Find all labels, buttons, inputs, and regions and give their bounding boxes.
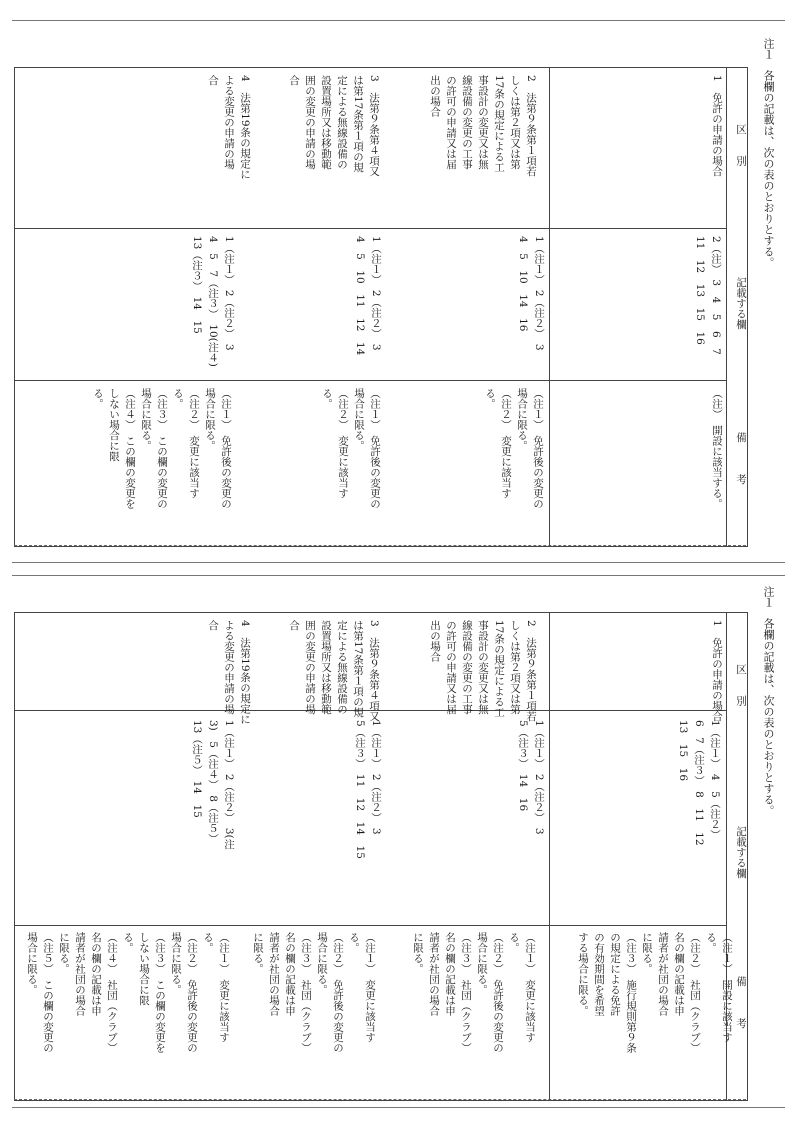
bottom-table-section [0, 564, 797, 1128]
table-row-remarks: （注１） 免許後の変更の 場合に限る。 （注２） 変更に該当す る。 （注３） この欄の変更の 場合に限る。 （注４） この欄の変更を しない場合に限 る。 [92, 388, 232, 509]
table-row-category: 4 法第19条の規定に よる変更の申請の場 合 [207, 75, 251, 180]
table-row-remarks: （注１） 変更に該当す る。 （注２） 免許後の変更の 場合に限る。 （注３） 社団（クラブ） 名の欄の記載は申 請者が社団の場合 に限る。 [252, 932, 376, 1053]
table-row-remarks: （注１） 変更に該当す る。 （注２） 免許後の変更の 場合に限る。 （注３） この欄の変更を しない場合に限 る。 （注４） 社団（クラブ） 名の欄の記載は申 請者が社団の場合 に限る。 （注５） この欄の変更の 場合に限る。 [26, 932, 230, 1053]
table-row-remarks: （注） 開設に該当する。 [711, 388, 723, 509]
table-row-fields: 1（注１） 2（注２） 3 4 5 7（注３） 10(注４) 13（注３） 14 15 [191, 236, 235, 367]
note-label: 注１ [762, 38, 775, 60]
table-row-category: 3 法第９条第４項又 は第17条第１項の規 定による無線設備の 設置場所又は移動範 囲の変更の申請の場 合 [288, 75, 380, 177]
note-text: 各欄の記載は、次の表のとおりとする。 [762, 618, 775, 816]
table-row-category: 4 法第19条の規定に よる変更の申請の場 合 [207, 620, 251, 725]
table-row-remarks: （注１） 変更に該当す る。 （注２） 免許後の変更の 場合に限る。 （注３） 社団（クラブ） 名の欄の記載は申 請者が社団の場合 に限る。 [412, 932, 536, 1053]
note-text: 各欄の記載は、次の表のとおりとする。 [762, 70, 775, 268]
header-remarks: 備 考 [735, 976, 747, 1029]
table-row-fields: 1（注１） 2（注２） 3 4 5 10 11 12 14 [354, 236, 382, 356]
table-row-category: 2 法第９条第１項若 しくは第２項又は第 17条の規定による工 事設計の変更又は無 線設備の変更の工事 の許可の申請又は届 出の場合 [429, 620, 537, 722]
table-row-fields: 1（注１） 2（注２） 3 4 5 10 14 16 [517, 236, 545, 351]
header-fields: 記載する欄 [735, 826, 747, 879]
table-row-fields: 1（注１） 4 5（注２） 6 7（注３） 8 11 12 13 15 16 [677, 720, 721, 846]
header-remarks: 備 考 [735, 432, 747, 485]
table-row-remarks: （注１） 免許後の変更の 場合に限る。 （注２） 変更に該当す る。 [321, 388, 381, 509]
header-category: 区 別 [735, 124, 747, 166]
header-fields: 記載する欄 [735, 277, 747, 330]
table-row-category: 3 法第９条第４項又 は第17条第１項の規 定による無線設備の 設置場所又は移動範 囲の変更の申請の場 合 [288, 620, 380, 722]
table-row-remarks: （注１） 免許後の変更の 場合に限る。 （注２） 変更に該当す る。 [484, 388, 544, 509]
table-row-fields: 1（注１） 2（注２） 3(注 3) 5（注４） 8（注５） 13（注５） 14 15 [191, 720, 235, 850]
table-row-fields: 1（注１） 2（注２） 3 5（注３） 14 16 [517, 720, 545, 835]
table-row-fields: 2（注） 3 4 5 6 7 11 12 13 15 16 [694, 236, 722, 355]
table-row-fields: 1（注１） 2（注２） 3 5（注３） 11 12 14 15 [354, 720, 382, 859]
table-row-category: 1 免許の申請の場合 [711, 620, 723, 722]
table-row-category: 1 免許の申請の場合 [711, 75, 723, 177]
note-label: 注１ [762, 586, 775, 608]
header-category: 区 別 [735, 664, 747, 706]
table-row-category: 2 法第９条第１項若 しくは第２項又は第 17条の規定による工 事設計の変更又は無 線設備の変更の工事 の許可の申請又は届 出の場合 [429, 75, 537, 177]
table-row-remarks: （注１） 開設に該当す る。 （注２） 社団（クラブ） 名の欄の記載は申 請者が社団の場合 に限る。 （注３） 施行規則第９条 の規定による免許 の有効期間を希望 する場合に限る。 [577, 932, 733, 1053]
